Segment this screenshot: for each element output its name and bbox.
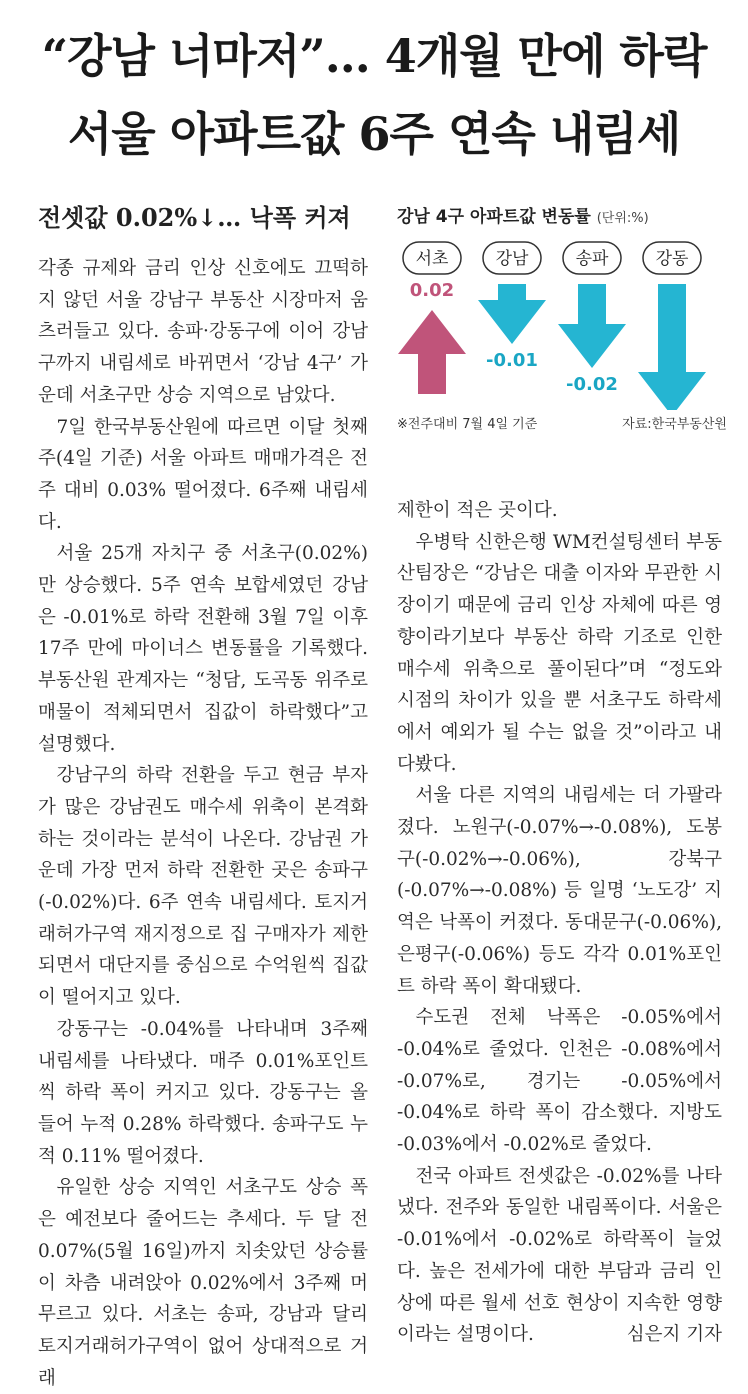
district-label: 송파 xyxy=(575,249,609,269)
paragraph: 강남구의 하락 전환을 두고 현금 부자가 많은 강남권도 매수세 위축이 본격화하는 것이라는 분석이 나온다. 강남권 가운데 가장 먼저 하락 전환한 곳은 송파구(-0.02%)다. 6주 연속 내림세다. 토지거래허가구역 재지정으로 집 구매자가 제한되면서 대단지를 중심으로 수억원씩 집값이 떨어지고 있다. xyxy=(38,765,368,1009)
article-column-left xyxy=(38,253,368,1394)
byline: 심은지 기자 xyxy=(626,1324,722,1346)
arrow-down xyxy=(558,284,626,368)
arrow-down xyxy=(478,284,546,344)
headline-line-2: 서울 아파트값 6주 연속 내림세 xyxy=(67,107,681,161)
headline-line-1: “강남 너마저”… 4개월 만에 하락 xyxy=(41,29,707,83)
paragraph: 각종 규제와 금리 인상 신호에도 끄떡하지 않던 서울 강남구 부동산 시장마저 움츠러들고 있다. 송파·강동구에 이어 강남구까지 내림세로 바뀌면서 ‘강남 4구’ 가운데 서초구만 상승 지역으로 남았다. xyxy=(38,258,368,406)
district-label: 강동 xyxy=(655,249,689,269)
article-column-right xyxy=(397,495,722,1351)
paragraph: 강동구는 -0.04%를 나타내며 3주째 내림세를 나타냈다. 매주 0.01%포인트씩 하락 폭이 커지고 있다. 강동구는 올 들어 누적 0.28% 하락했다. 송파구도 누적 0.11% 떨어졌다. xyxy=(38,1018,368,1167)
paragraph: 수도권 전체 낙폭은 -0.05%에서 -0.04%로 줄었다. 인천은 -0.08%에서 -0.07%로, 경기는 -0.05%에서 -0.04%로 하락 폭이 감소했다. 지방도 -0.03%에서 -0.02%로 줄었다. xyxy=(397,1007,722,1156)
subheadline: 전셋값 0.02%↓… 낙폭 커져 xyxy=(38,203,351,232)
chart-title-row xyxy=(397,202,649,227)
chart-source: 자료:한국부동산원 xyxy=(622,417,727,432)
data-label: 0.02 xyxy=(409,280,455,301)
paragraph: 서울 다른 지역의 내림세는 더 가팔라졌다. 노원구(-0.07%→-0.08%), 도봉구(-0.02%→-0.06%), 강북구(-0.07%→-0.08%) 등 일명 ‘노도강’ 지역은 낙폭이 커졌다. 동대문구(-0.06%), 은평구(-0.06%) 등도 각각 0.01%포인트 하락 폭이 확대됐다. xyxy=(397,785,722,997)
data-label: -0.02 xyxy=(566,374,618,395)
district-label: 강남 xyxy=(495,249,529,269)
paragraph: 유일한 상승 지역인 서초구도 상승 폭은 예전보다 줄어드는 추세다. 두 달 전 0.07%(5월 16일)까지 치솟았던 상승률이 차츰 내려앉아 0.02%에서 3주째 머무르고 있다. 서초는 송파, 강남과 달리 토지거래허가구역이 없어 상대적으로 거래 xyxy=(38,1177,368,1389)
paragraph: 서울 25개 자치구 중 서초구(0.02%)만 상승했다. 5주 연속 보합세였던 강남은 -0.01%로 하락 전환해 3월 7일 이후 17주 만에 마이너스 변동률을 기록했다. 부동산원 관계자는 “청담, 도곡동 위주로 매물이 적체되면서 집값이 하락했다”고 설명했다. xyxy=(38,543,368,755)
paragraph: 제한이 적은 곳이다. xyxy=(397,500,558,521)
paragraph: 전국 아파트 전셋값은 -0.02%를 나타냈다. 전주와 동일한 내림폭이다. 서울은 -0.01%에서 -0.02%로 하락폭이 늘었다. 높은 전세가에 대한 부담과 금리 인상에 따른 월세 선호 현상이 지속한 영향이라는 설명이다. xyxy=(397,1165,722,1346)
chart-title: 강남 4구 아파트값 변동률 xyxy=(397,207,591,227)
price-change-chart xyxy=(397,200,727,445)
arrow-up xyxy=(398,310,466,394)
chart-plot xyxy=(397,230,727,410)
chart-note: ※전주대비 7월 4일 기준 xyxy=(397,417,538,432)
paragraph: 7일 한국부동산원에 따르면 이달 첫째주(4일 기준) 서울 아파트 매매가격은 전주 대비 0.03% 떨어졌다. 6주째 내림세다. xyxy=(38,416,368,533)
arrow-down xyxy=(638,284,706,410)
chart-unit: (단위:%) xyxy=(596,211,649,226)
district-label: 서초 xyxy=(415,249,449,269)
paragraph: 우병탁 신한은행 WM컨설팅센터 부동산팀장은 “강남은 대출 이자와 무관한 시장이기 때문에 금리 인상 자체에 따른 영향이라기보다 부동산 하락 기조로 인한 매수세 위축으로 풀이된다”며 “정도와 시점의 차이가 있을 뿐 서초구도 하락세에서 예외가 될 수는 없을 것”이라고 내다봤다. xyxy=(397,531,722,775)
data-label: -0.01 xyxy=(486,350,538,371)
